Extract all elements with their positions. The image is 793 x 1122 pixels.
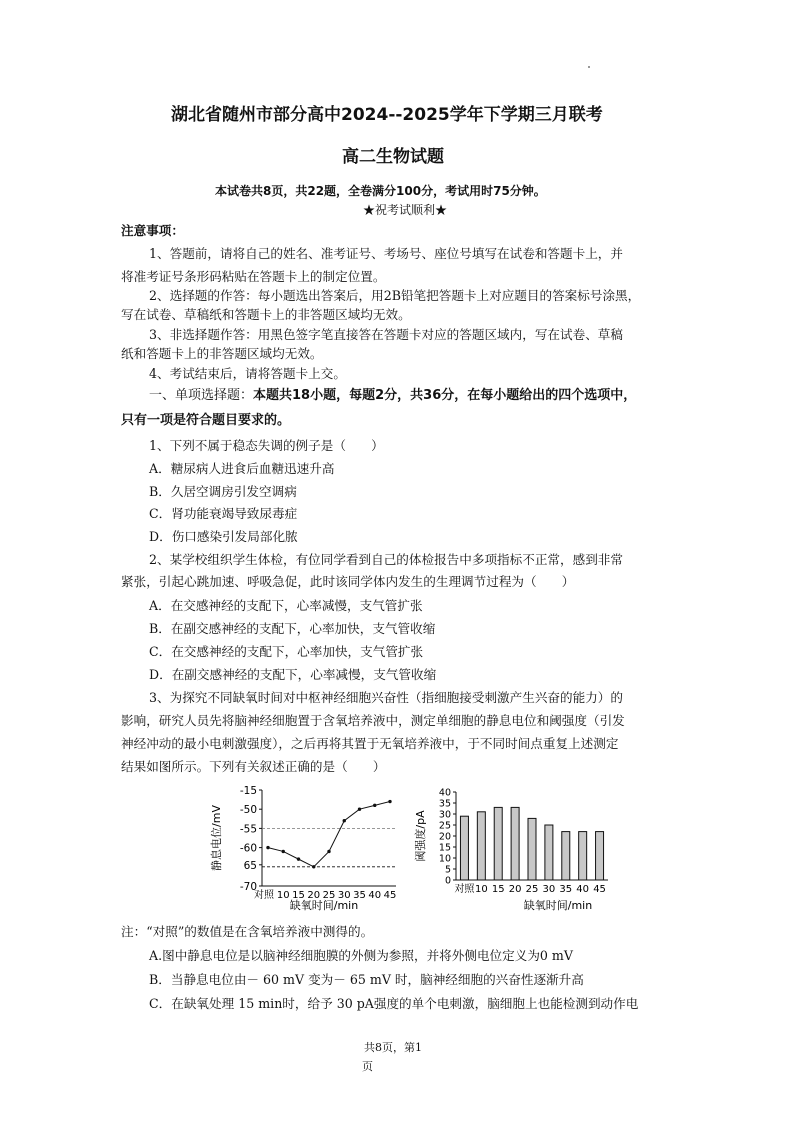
chart1-ytick-label: -60 (239, 842, 257, 855)
chart2-ytick-label: 0 (444, 875, 451, 887)
chart2-ytick-label: 20 (438, 831, 451, 843)
chart2-xtick-label: 45 (593, 884, 606, 895)
q2-option-d: D．在副交感神经的支配下，心率减慢，支气管收缩 (149, 667, 437, 682)
chart2-xtick-label: 30 (542, 884, 556, 895)
chart2-bar (596, 832, 604, 880)
chart1-xtick-label: 35 (353, 890, 366, 901)
chart1-ytick-label: -15 (239, 785, 257, 797)
chart2-ytick-label: 40 (438, 787, 451, 799)
q3-option-c: C．在缺氧处理 15 min时，给予 30 pA强度的单个电刺激，脑细胞上也能检测到动作电 (149, 996, 639, 1011)
notice-line: 1、答题前，请将自己的姓名、准考证号、考场号、座位号填写在试卷和答题卡上，并 (149, 246, 623, 261)
chart2-bar (528, 818, 536, 880)
chart2-xtick-label: 40 (576, 884, 590, 895)
threshold-chart (412, 782, 612, 912)
chart1-xtick-label: 15 (292, 890, 305, 901)
notice-heading: 注意事项： (121, 223, 184, 238)
q3-stem-cont: 神经冲动的最小电刺激强度），之后再将其置于无氧培养液中，于不同时间点重复上述测定 (121, 736, 619, 751)
notice-line: 2、选择题的作答：每小题选出答案后，用2B铅笔把答题卡上对应题目的答案标号涂黑， (149, 288, 641, 303)
q2-option-b: B．在副交感神经的支配下，心率加快，支气管收缩 (149, 621, 436, 636)
chart1-data-point (388, 800, 391, 803)
chart2-ytick-label: 25 (438, 820, 451, 832)
notice-line: 纸和答题卡上的非答题区域均无效。 (121, 346, 323, 361)
chart2-bar (494, 807, 502, 880)
section-desc: 本题共18小题，每题2分，共36分，在每小题给出的四个选项中， (253, 388, 637, 403)
chart1-data-point (343, 819, 346, 822)
q3-stem-cont: 影响，研究人员先将脑神经细胞置于含氧培养液中，测定单细胞的静息电位和阈强度（引发 (121, 713, 625, 728)
chart2-bar (562, 832, 570, 880)
chart2-ylabel: 阈强度/pA (414, 810, 427, 862)
q1-option-b: B．久居空调房引发空调病 (149, 484, 297, 499)
scan-speck (588, 66, 590, 68)
chart2-ytick-label: 10 (438, 853, 451, 865)
chart2-xtick-label: 20 (508, 884, 522, 895)
q2-stem-cont: 紧张，引起心跳加速、呼吸急促，此时该同学体内发生的生理调节过程为（ ） (121, 574, 575, 589)
chart1-xlabel: 缺氧时间/min (289, 899, 359, 912)
notice-line: 3、非选择题作答：用黑色签字笔直接答在答题卡对应的答题区域内，写在试卷、草稿 (149, 327, 623, 342)
chart1-series-line (268, 802, 390, 867)
notice-line: 4、考试结束后，请将答题卡上交。 (149, 366, 346, 381)
chart2-ytick-label: 15 (438, 842, 451, 854)
chart2-xlabel: 缺氧时间/min (523, 899, 593, 912)
chart2-xtick-label: 35 (559, 884, 573, 895)
chart1-data-point (282, 850, 285, 853)
chart1-ylabel: 静息电位/mV (210, 805, 223, 871)
q3-option-a: A.图中静息电位是以脑神经细胞膜的外侧为参照，并将外侧电位定义为0 mV (149, 948, 573, 963)
chart1-ytick-label: 65 (243, 859, 257, 872)
q3-stem: 3、为探究不同缺氧时间对中枢神经细胞兴奋性（指细胞接受刺激产生兴奋的能力）的 (149, 690, 623, 705)
page-footer: 共8页，第1 (364, 1041, 422, 1054)
chart1-xtick-label: 对照 (254, 890, 274, 901)
chart2-xtick-label: 15 (491, 884, 505, 895)
q2-stem: 2、某学校组织学生体检，有位同学看到自己的体检报告中多项指标不正常，感到非常 (149, 552, 623, 567)
q2-option-a: A．在交感神经的支配下，心率减慢，支气管扩张 (149, 598, 423, 613)
exam-info: 本试卷共8页，共22题，全卷满分100分，考试用时75分钟。 (215, 184, 546, 198)
chart1-xtick-label: 45 (383, 890, 397, 901)
q3-option-b: B．当静息电位由－ 60 mV 变为－ 65 mV 时，脑神经细胞的兴奋性逐渐升高 (149, 972, 584, 987)
chart1-data-point (358, 808, 361, 811)
chart2-bar (545, 825, 553, 880)
chart2-bar (579, 832, 587, 880)
chart1-xtick-label: 10 (276, 890, 290, 901)
chart1-data-point (297, 857, 300, 860)
chart2-xtick-label: 对照 (454, 884, 475, 895)
chart2-bar (511, 807, 519, 880)
chart2-ytick-label: 30 (438, 809, 451, 821)
chart1-data-point (266, 846, 269, 849)
q1-option-c: C．肾功能衰竭导致尿毒症 (149, 506, 298, 521)
section-prefix: 一、单项选择题： (149, 388, 254, 403)
chart1-xtick-label: 20 (307, 890, 321, 901)
notice-line: 写在试卷、草稿纸和答题卡上的非答题区域均无效。 (121, 307, 411, 322)
chart2-bar (460, 816, 468, 880)
chart2-ytick-label: 5 (444, 864, 451, 876)
page-footer-cont: 页 (362, 1060, 373, 1073)
chart1-xtick-label: 30 (337, 890, 351, 901)
q1-option-a: A．糖尿病人进食后血糖迅速升高 (149, 461, 335, 476)
chart1-xtick-label: 40 (368, 890, 382, 901)
notice-line: 将准考证号条形码粘贴在答题卡上的制定位置。 (121, 269, 386, 284)
q3-stem-cont: 结果如图所示。下列有关叙述正确的是（ ） (121, 759, 386, 774)
q1-option-d: D．伤口感染引发局部化脓 (149, 529, 298, 544)
chart2-xtick-label: 25 (525, 884, 539, 895)
section-heading (149, 384, 636, 403)
chart1-data-point (312, 865, 315, 868)
chart1-ytick-label: -55 (239, 823, 257, 836)
chart1-data-point (327, 850, 330, 853)
resting-potential-chart (206, 782, 402, 912)
q2-option-c: C．在交感神经的支配下，心率加快，支气管扩张 (149, 644, 424, 659)
chart1-ytick-label: -50 (239, 804, 257, 817)
blessing: ★祝考试顺利★ (363, 203, 448, 217)
chart1-data-point (373, 804, 376, 807)
chart2-bar (477, 812, 485, 880)
q3-note: 注：“对照”的数值是在含氧培养液中测得的。 (121, 924, 374, 939)
exam-title: 湖北省随州市部分高中2024--2025学年下学期三月联考 (171, 105, 603, 125)
chart2-ytick-label: 35 (438, 798, 451, 810)
chart1-xtick-label: 25 (322, 890, 336, 901)
exam-subtitle: 高二生物试题 (342, 147, 444, 167)
chart2-xtick-label: 10 (474, 884, 488, 895)
section-heading-cont: 只有一项是符合题目要求的。 (121, 413, 291, 428)
chart1-ytick-label: -70 (239, 881, 257, 893)
q1-stem: 1、下列不属于稳态失调的例子是（ ） (149, 438, 384, 453)
